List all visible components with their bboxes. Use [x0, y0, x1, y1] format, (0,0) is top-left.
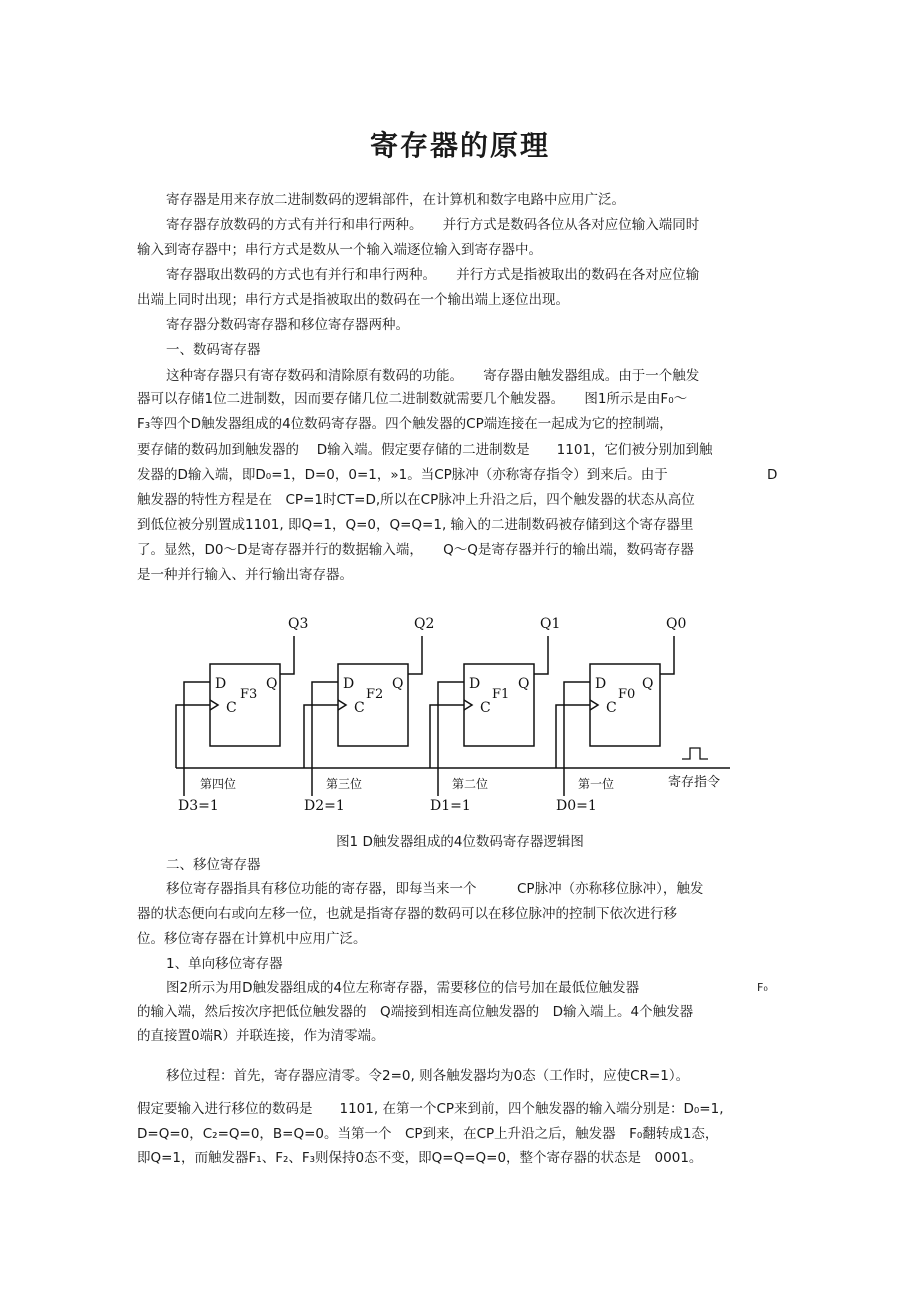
output-label: Q0 [666, 616, 687, 632]
section-heading: 二、移位寄存器 [166, 857, 261, 873]
paragraph-line: 器可以存储1位二进制数，因而要存储几位二进制数就需要几个触发器。 图1所示是由F₀～ [137, 391, 688, 407]
bit-position-label: 第二位 [452, 777, 489, 791]
c-terminal-label: C [226, 700, 237, 716]
paragraph-line: 发器的D输入端，即D₀=1，D=0，0=1，»1。当CP脉冲（亦称寄存指令）到来后。由于 [137, 467, 668, 483]
paragraph-line: 输入到寄存器中；串行方式是数从一个输入端逐位输入到寄存器中。 [137, 242, 542, 258]
figure-caption: 图1 D触发器组成的4位数码寄存器逻辑图 [336, 834, 584, 850]
paragraph-line: 图2所示为用D触发器组成的4位左称寄存器，需要移位的信号加在最低位触发器 [166, 980, 640, 996]
paragraph-line: 触发器的特性方程是在 CP=1时CT=D,所以在CP脉冲上升沿之后，四个触发器的状态从高位 [137, 492, 695, 508]
d-terminal-label: D [215, 676, 227, 692]
paragraph-line: 是一种并行输入、并行输出寄存器。 [137, 567, 353, 583]
paragraph-line: 寄存器分数码寄存器和移位寄存器两种。 [166, 317, 409, 333]
paragraph-line: 寄存器存放数码的方式有并行和串行两种。 并行方式是数码各位从各对应位输入端同时 [166, 217, 700, 233]
paragraph-line: D=Q=0，C₂=Q=0，B=Q=0。当第一个 CP到来，在CP上升沿之后，触发器 F₀翻转成1态， [137, 1126, 719, 1142]
paragraph-line: 即Q=1，而触发器F₁、F₂、F₃则保持0态不变，即Q=Q=Q=0，整个寄存器的状态是 0001。 [137, 1150, 703, 1166]
paragraph-line: 位。移位寄存器在计算机中应用广泛。 [137, 931, 367, 947]
flipflop-f0 [556, 616, 686, 814]
paragraph-line: 这种寄存器只有寄存数码和清除原有数码的功能。 寄存器由触发器组成。由于一个触发 [166, 368, 700, 384]
c-terminal-label: C [480, 700, 491, 716]
paragraph-line: 出端上同时出现；串行方式是指被取出的数码在一个输出端上逐位出现。 [137, 292, 569, 308]
flipflop-name: F0 [618, 687, 636, 702]
paragraph-line: 移位过程：首先，寄存器应清零。令2=0, 则各触发器均为0态（工作时，应使CR=1）。 [166, 1068, 690, 1084]
paragraph-line: F₀ [757, 981, 768, 994]
paragraph-line: 器的状态便向右或向左移一位，也就是指寄存器的数码可以在移位脉冲的控制下依次进行移 [137, 906, 677, 922]
paragraph-line: 的输入端，然后按次序把低位触发器的 Q端接到相连高位触发器的 D输入端上。4个触发器 [137, 1004, 694, 1020]
flipflop-f1 [430, 616, 560, 814]
control-label: 寄存指令 [668, 775, 721, 790]
output-label: Q3 [288, 616, 309, 632]
paragraph-line: 假定要输入进行移位的数码是 1101, 在第一个CP来到前，四个触发器的输入端分别是：D₀=1, [137, 1101, 724, 1117]
d-terminal-label: D [595, 676, 607, 692]
paragraph-line: F₃等四个D触发器组成的4位数码寄存器。四个触发器的CP端连接在一起成为它的控制端， [137, 416, 673, 432]
flipflop-f3 [176, 616, 308, 814]
c-terminal-label: C [606, 700, 617, 716]
d-terminal-label: D [469, 676, 481, 692]
output-label: Q2 [414, 616, 435, 632]
paragraph-line: 了。显然，D0～D是寄存器并行的数据输入端， Q～Q是寄存器并行的输出端，数码寄存器 [137, 542, 694, 558]
clock-pulse-symbol [682, 748, 708, 759]
subsection-heading: 1、单向移位寄存器 [166, 956, 283, 972]
register-logic-diagram [170, 606, 750, 822]
input-value-label: D0=1 [556, 798, 597, 814]
flipflop-name: F1 [492, 687, 510, 702]
flipflop-f2 [304, 616, 434, 814]
input-value-label: D3=1 [178, 798, 219, 814]
c-terminal-label: C [354, 700, 365, 716]
paragraph-line: 要存储的数码加到触发器的 D输入端。假定要存储的二进制数是 1101，它们被分别加到触 [137, 442, 713, 458]
input-value-label: D1=1 [430, 798, 471, 814]
page-title: 寄存器的原理 [369, 129, 550, 162]
q-terminal-label: Q [642, 676, 654, 692]
q-terminal-label: Q [518, 676, 530, 692]
flipflop-name: F3 [240, 687, 258, 702]
paragraph-line: 移位寄存器指具有移位功能的寄存器，即每当来一个 CP脉冲（亦称移位脉冲），触发 [166, 881, 704, 897]
bit-position-label: 第三位 [326, 777, 363, 791]
d-terminal-label: D [343, 676, 355, 692]
section-heading: 一、数码寄存器 [166, 342, 261, 358]
q-terminal-label: Q [392, 676, 404, 692]
q-terminal-label: Q [266, 676, 278, 692]
flipflop-name: F2 [366, 687, 384, 702]
bit-position-label: 第一位 [578, 777, 615, 791]
paragraph-line: 到低位被分别置成1101, 即Q=1，Q=0，Q=Q=1, 输入的二进制数码被存储到这个寄存器里 [137, 517, 694, 533]
paragraph-line: 寄存器是用来存放二进制数码的逻辑部件，在计算机和数字电路中应用广泛。 [166, 192, 625, 208]
output-label: Q1 [540, 616, 561, 632]
input-value-label: D2=1 [304, 798, 345, 814]
paragraph-line: D [767, 467, 778, 483]
paragraph-line: 寄存器取出数码的方式也有并行和串行两种。 并行方式是指被取出的数码在各对应位输 [166, 267, 700, 283]
paragraph-line: 的直接置0端R）并联连接，作为清零端。 [137, 1028, 385, 1044]
bit-position-label: 第四位 [200, 777, 237, 791]
